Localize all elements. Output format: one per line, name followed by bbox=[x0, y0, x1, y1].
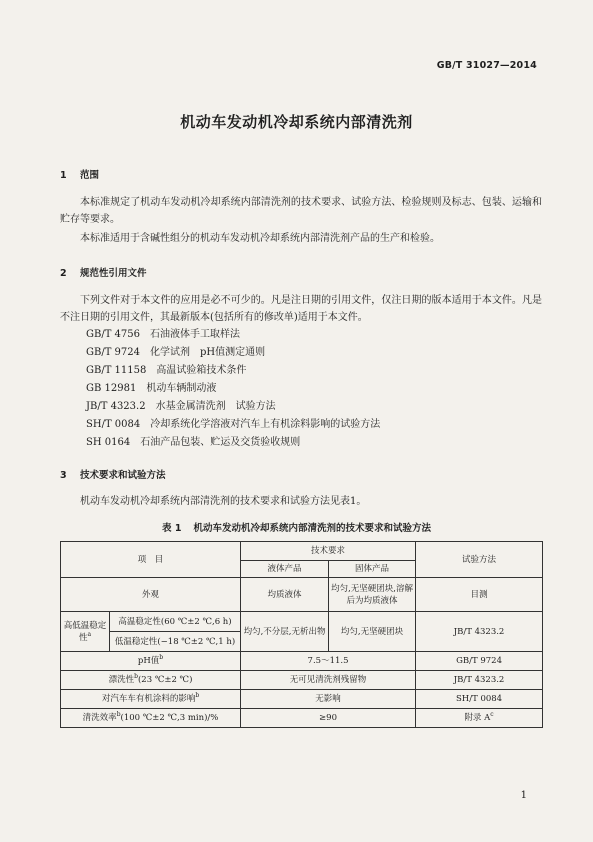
section-title: 范围 bbox=[80, 170, 100, 181]
cell-method: SH/T 0084 bbox=[416, 690, 543, 709]
document-code: GB/T 31027—2014 bbox=[436, 60, 537, 71]
cell-method: JB/T 4323.2 bbox=[416, 671, 543, 690]
tech-paragraph: 机动车发动机冷却系统内部清洗剂的技术要求和试验方法见表1。 bbox=[80, 496, 367, 507]
reference-title: 机动车辆制动液 bbox=[146, 383, 217, 394]
reference-item bbox=[86, 382, 216, 396]
scope-paragraph-2: 本标准适用于含碱性组分的机动车发动机冷却系统内部清洗剂产品的生产和检验。 bbox=[80, 233, 440, 244]
table-row bbox=[61, 690, 543, 709]
reference-code: GB/T 9724 bbox=[86, 347, 141, 358]
reference-code: SH/T 0084 bbox=[86, 419, 141, 430]
footnote-mark: b bbox=[159, 654, 164, 662]
reference-title: 水基金属清洗剂 试验方法 bbox=[155, 401, 276, 412]
reference-code: GB 12981 bbox=[86, 383, 137, 394]
cell-value: 无可见清洗剂残留物 bbox=[241, 671, 416, 690]
cell-solid: 均匀,无坚硬团块 bbox=[329, 612, 416, 652]
footnote-mark: b bbox=[134, 673, 138, 681]
spec-table bbox=[60, 541, 543, 728]
cell-item bbox=[61, 709, 241, 728]
cell-item-cond: (100 ℃±2 ℃,3 min)/% bbox=[120, 713, 219, 723]
table-header-row bbox=[61, 542, 543, 561]
cell-item: 低温稳定性(−18 ℃±2 ℃,1 h) bbox=[110, 632, 241, 652]
reference-code: GB/T 11158 bbox=[86, 365, 147, 376]
cell-item-cond: (23 ℃±2 ℃) bbox=[137, 675, 193, 685]
section-title: 规范性引用文件 bbox=[80, 268, 147, 279]
reference-item bbox=[86, 364, 246, 378]
cell-liquid: 均质液体 bbox=[241, 578, 329, 612]
reference-item bbox=[86, 328, 240, 342]
table-row bbox=[61, 612, 543, 632]
cell-item-text: 清洗效率 bbox=[82, 713, 117, 723]
cell-method-text: 附录 A bbox=[464, 713, 491, 723]
reference-title: 石油产品包装、贮运及交货验收规则 bbox=[140, 437, 301, 448]
scope-paragraph-1: 本标准规定了机动车发动机冷却系统内部清洗剂的技术要求、试验方法、检验规则及标志、包装、运输和贮存等要求。 bbox=[60, 197, 542, 225]
table-number: 表 1 bbox=[162, 523, 182, 534]
reference-title: 高温试验箱技术条件 bbox=[156, 365, 247, 376]
section-scope-heading bbox=[60, 167, 99, 181]
header-solid: 固体产品 bbox=[329, 561, 416, 578]
cell-group-text: 高低温稳定性 bbox=[63, 620, 107, 643]
header-requirements: 技术要求 bbox=[241, 542, 416, 561]
table-row bbox=[61, 652, 543, 671]
cell-method bbox=[416, 709, 543, 728]
header-liquid: 液体产品 bbox=[241, 561, 329, 578]
cell-group bbox=[61, 612, 110, 652]
footnote-mark: b bbox=[195, 692, 200, 700]
cell-item-text: 漂洗性 bbox=[108, 675, 135, 685]
table-row bbox=[61, 709, 543, 728]
cell-item: 高温稳定性(60 ℃±2 ℃,6 h) bbox=[110, 612, 241, 632]
reference-title: 化学试剂 pH值测定通则 bbox=[150, 347, 266, 358]
section-number: 1 bbox=[60, 170, 67, 181]
cell-item-text: 对汽车车有机涂料的影响 bbox=[101, 694, 196, 704]
cell-item bbox=[61, 652, 241, 671]
section-number: 3 bbox=[60, 470, 67, 481]
document-title: 机动车发动机冷却系统内部清洗剂 bbox=[180, 113, 413, 131]
cell-value: 7.5～11.5 bbox=[241, 652, 416, 671]
cell-method: GB/T 9724 bbox=[416, 652, 543, 671]
reference-item bbox=[86, 436, 300, 450]
cell-solid: 均匀,无坚硬团块,溶解后为均质液体 bbox=[329, 578, 416, 612]
cell-method: 目测 bbox=[416, 578, 543, 612]
table-caption bbox=[0, 520, 593, 534]
cell-item bbox=[61, 690, 241, 709]
header-method: 试验方法 bbox=[416, 542, 543, 578]
cell-value: ≥90 bbox=[241, 709, 416, 728]
cell-liquid: 均匀,不分层,无析出物 bbox=[241, 612, 329, 652]
section-tech-heading bbox=[60, 467, 166, 481]
reference-item bbox=[86, 346, 265, 360]
reference-code: GB/T 4756 bbox=[86, 329, 141, 340]
page-number: 1 bbox=[520, 790, 527, 801]
cell-method: JB/T 4323.2 bbox=[416, 612, 543, 652]
section-title: 技术要求和试验方法 bbox=[80, 470, 166, 481]
reference-item bbox=[86, 400, 276, 414]
cell-item-text: pH值 bbox=[137, 656, 160, 666]
reference-title: 冷却系统化学溶液对汽车上有机涂料影响的试验方法 bbox=[150, 419, 381, 430]
footnote-mark: a bbox=[87, 630, 92, 638]
footnote-mark: c bbox=[490, 711, 494, 719]
cell-item: 外观 bbox=[61, 578, 241, 612]
reference-title: 石油液体手工取样法 bbox=[150, 329, 241, 340]
header-item: 项 目 bbox=[61, 542, 241, 578]
table-row bbox=[61, 578, 543, 612]
table-row bbox=[61, 671, 543, 690]
refs-intro-paragraph: 下列文件对于本文件的应用是必不可少的。凡是注日期的引用文件，仅注日期的版本适用于本文件。凡是不注日期的引用文件，其最新版本(包括所有的修改单)适用于本文件。 bbox=[60, 295, 542, 323]
reference-code: JB/T 4323.2 bbox=[86, 401, 146, 412]
section-refs-heading bbox=[60, 265, 147, 279]
cell-value: 无影响 bbox=[241, 690, 416, 709]
reference-item bbox=[86, 418, 380, 432]
reference-code: SH 0164 bbox=[86, 437, 131, 448]
section-number: 2 bbox=[60, 268, 67, 279]
footnote-mark: b bbox=[116, 711, 121, 719]
table-caption-text: 机动车发动机冷却系统内部清洗剂的技术要求和试验方法 bbox=[193, 523, 431, 534]
cell-item bbox=[61, 671, 241, 690]
